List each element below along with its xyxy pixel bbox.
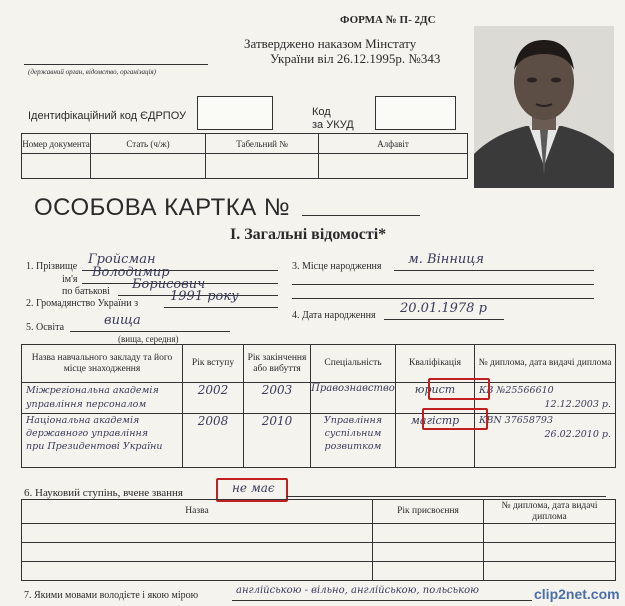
birthplace-label: 3. Місце народження	[292, 261, 382, 272]
institution-line-1: Міжрегіональна академія	[26, 384, 159, 396]
education-table	[21, 344, 616, 468]
header-qualification: Кваліфікація	[396, 345, 475, 383]
name-label: ім'я	[62, 274, 78, 285]
table-row	[22, 524, 616, 543]
diploma-line-2: 12.12.2003 р.	[544, 398, 611, 410]
specialty-line-1: Управління	[323, 414, 383, 426]
education-caption: (вища, середня)	[118, 334, 179, 344]
edrpou-field[interactable]	[197, 96, 273, 130]
table-row	[22, 413, 616, 467]
education-value: вища	[104, 313, 141, 328]
photo	[474, 26, 614, 188]
citizenship-label: 2. Громадянство України з	[26, 298, 139, 309]
education-line	[70, 331, 230, 332]
header-degree-name: Назва	[22, 500, 373, 524]
form-code: ФОРМА № П- 2ДС	[340, 14, 436, 26]
org-line	[24, 64, 208, 65]
education-label: 5. Освіта	[26, 322, 65, 333]
degree-table	[21, 499, 616, 581]
languages-label: 7. Якими мовами володієте і якою мірою	[24, 590, 199, 601]
header-start-year: Рік вступу	[183, 345, 244, 383]
approval-line-2: України віл 26.12.1995р. №343	[270, 51, 441, 66]
languages-line	[232, 600, 532, 601]
citizenship-line	[164, 307, 278, 308]
highlight-qualification-2	[422, 408, 488, 430]
header-document-number: Номер документа	[22, 134, 91, 154]
birthplace-value: м. Вінниця	[408, 252, 484, 267]
institution-line-1: Національна академія	[26, 414, 140, 426]
sex-cell[interactable]	[91, 154, 206, 179]
name-value: Володимир	[92, 265, 170, 280]
languages-value: англійською - вільно, англійською, польською	[236, 585, 479, 596]
qualification: магістр	[396, 413, 475, 467]
ukud-label-1: Код	[312, 106, 331, 118]
diploma-line-1: КВ №25566610	[479, 384, 554, 396]
document-info-table	[21, 133, 468, 179]
surname-value: Гройсман	[88, 252, 156, 267]
citizenship-value: 1991 року	[170, 289, 239, 304]
ukud-label-2: за УКУД	[312, 119, 354, 131]
end-year: 2010	[244, 413, 311, 467]
ukud-field[interactable]	[375, 96, 456, 130]
qualification: юрист	[396, 383, 475, 413]
start-year: 2002	[183, 383, 244, 413]
header-sex: Стать (ч/ж)	[91, 134, 206, 154]
institution-line-2: державного управління	[26, 427, 149, 439]
diploma-line-2: 26.02.2010 р.	[544, 428, 611, 440]
header-degree-diploma: № диплома, дата видачі диплома	[484, 500, 616, 524]
specialty: Правознавство	[311, 383, 396, 413]
header-institution: Назва навчального закладу та його місце знаходження	[22, 345, 183, 383]
birthdate-line	[384, 319, 504, 320]
org-caption: (державний орган, відомство, організація)	[28, 68, 157, 76]
degree-value: не має	[232, 481, 275, 495]
surname-label: 1. Прізвище	[26, 261, 78, 272]
table-row	[22, 562, 616, 581]
start-year: 2008	[183, 413, 244, 467]
alphabet-cell[interactable]	[319, 154, 468, 179]
birthplace-line-3	[292, 298, 594, 299]
birthdate-label: 4. Дата народження	[292, 310, 376, 321]
patronymic-value: Борисович	[132, 277, 206, 292]
institution-line-2: управління персоналом	[26, 398, 147, 410]
header-degree-year: Рік присвоєння	[373, 500, 484, 524]
table-row	[22, 383, 616, 413]
institution-line-3: при Президентові України	[26, 440, 163, 452]
header-personnel-number: Табельний №	[206, 134, 319, 154]
section-title: І. Загальні відомості*	[230, 226, 387, 243]
card-number-line	[302, 215, 420, 216]
header-specialty: Спеціальність	[311, 345, 396, 383]
highlight-qualification-1	[428, 378, 490, 400]
approval-line-1: Затверджено наказом Мінстату	[244, 36, 417, 51]
header-end-year: Рік закінчення або вибуття	[244, 345, 311, 383]
end-year: 2003	[244, 383, 311, 413]
edrpou-label: Ідентифікаційний код ЄДРПОУ	[28, 110, 187, 122]
birthdate-value: 20.01.1978 р	[400, 301, 487, 316]
personnel-number-cell[interactable]	[206, 154, 319, 179]
header-diploma: № диплома, дата видачі диплома	[475, 345, 616, 383]
document-number-cell[interactable]	[22, 154, 91, 179]
birthplace-line	[394, 270, 594, 271]
degree-line	[286, 496, 606, 497]
diploma-line-1: КВN 37658793	[479, 414, 554, 426]
table-row	[22, 543, 616, 562]
card-title: ОСОБОВА КАРТКА №	[34, 194, 291, 221]
header-alphabet: Алфавіт	[319, 134, 468, 154]
patronymic-label: по батькові	[62, 286, 110, 297]
specialty-line-3: розвитком	[324, 440, 382, 452]
specialty-line-2: суспільним	[324, 427, 382, 439]
birthplace-line-2	[292, 284, 594, 285]
degree-label: 6. Науковий ступінь, вчене звання	[24, 487, 183, 499]
watermark: clip2net.com	[534, 586, 620, 602]
